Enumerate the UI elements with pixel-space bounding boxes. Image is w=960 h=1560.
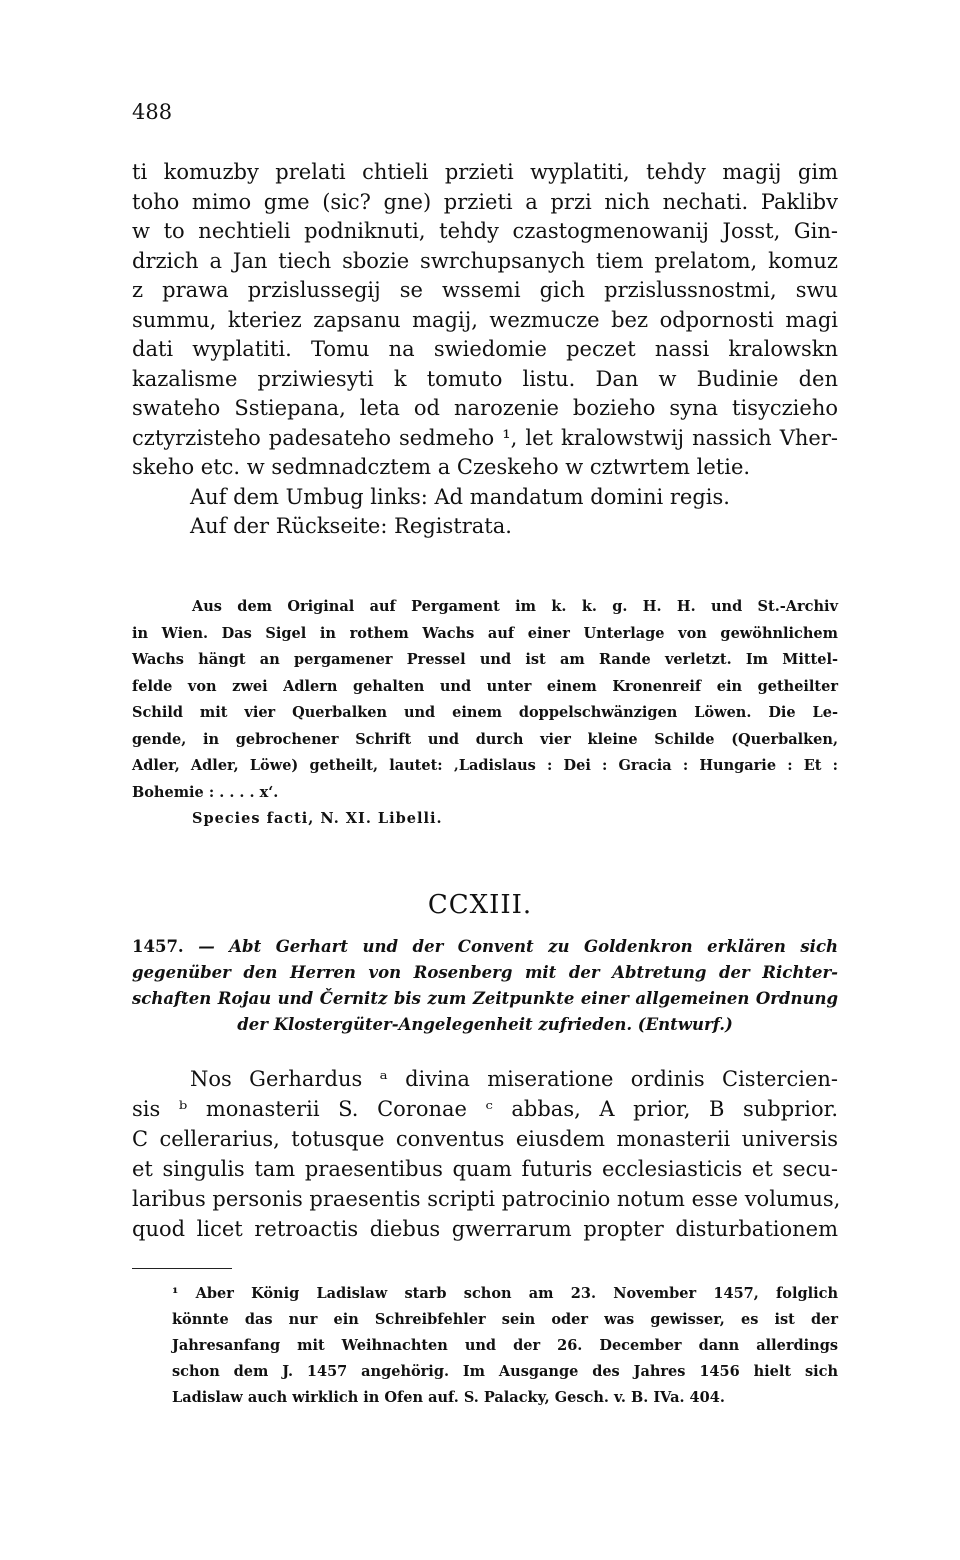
note-line: Bohemie : . . . . x‘.	[132, 783, 279, 801]
text-line: quod licet retroactis diebus gwerrarum propter disturbationem	[132, 1217, 838, 1241]
text-line: z prawa przislussegij se wssemi gich przislussnostmi, swu	[132, 278, 838, 302]
text-line: Nos Gerhardus ᵃ divina miseratione ordinis Cistercien-	[190, 1067, 838, 1091]
note-line: Aus dem Original auf Pergament im k. k. g. H. H. und St.-Archiv	[192, 598, 838, 615]
text-line: sis ᵇ monasterii S. Coronae ᶜ abbas, A prior, B subprior.	[132, 1097, 838, 1121]
text-line: ti komuzby prelati chtieli przieti wyplatiti, tehdy magij gim	[132, 160, 838, 184]
endorsement-line: Auf dem Umbug links: Ad mandatum domini regis.	[190, 484, 730, 509]
footnote-divider	[132, 1268, 232, 1269]
text-line: drzich a Jan tiech sbozie swrchupsanych tiem prelatom, komuz	[132, 248, 838, 273]
note-line: gende, in gebrochener Schrift und durch vier kleine Schilde (Querbalken,	[132, 730, 838, 748]
note-line: in Wien. Das Sigel in rothem Wachs auf einer Unterlage von gewöhnlichem	[132, 624, 838, 642]
footnote-line: ¹ Aber König Ladislaw starb schon am 23. November 1457, folglich	[172, 1285, 838, 1302]
note-line: Schild mit vier Querbalken und einem doppelschwänzigen Löwen. Die Le-	[132, 704, 838, 721]
regest	[132, 934, 838, 1038]
endorsement-line: Auf der Rückseite: Registrata.	[190, 514, 512, 538]
czech-charter-text	[132, 158, 838, 542]
text-line: toho mimo gme (sic? gne) przieti a przi nich nechati. Paklibv	[132, 189, 838, 214]
text-line: swateho Sstiepana, leta od narozenie bozieho syna tisyczieho	[132, 396, 838, 420]
text-line: summu, kteriez zapsanu magij, wezmucze bez odpornosti magi	[132, 307, 838, 332]
footnote-line: schon dem J. 1457 angehörig. Im Ausgange des Jahres 1456 hielt sich	[172, 1363, 838, 1380]
source-note	[132, 594, 838, 833]
text-line: w to nechtieli podniknuti, tehdy czastogmenowanij Josst, Gin-	[132, 219, 838, 243]
text-line: C cellerarius, totusque conventus eiusdem monasterii universis	[132, 1127, 838, 1151]
footnotes	[132, 1281, 838, 1411]
footnote-line: könnte das nur ein Schreibfehler sein oder was gewisser, es ist der	[172, 1311, 838, 1328]
species-facti-line: Species facti, N. XI. Libelli.	[192, 810, 443, 827]
footnote-line: Ladislaw auch wirklich in Ofen auf. S. Palacky, Gesch. v. B. IVa. 404.	[172, 1389, 725, 1406]
footnote-line: Jahresanfang mit Weihnachten und der 26. December dann allerdings	[172, 1337, 838, 1354]
page-number: 488	[132, 100, 173, 124]
text-line: dati wyplatiti. Tomu na swiedomie peczet nassi kralowskn	[132, 337, 838, 361]
note-line: Wachs hängt an pergamener Pressel und ist am Rande verletzt. Im Mittel-	[132, 651, 838, 668]
regest-line: schaften Rojau und Černitz bis zum Zeitpunkte einer allgemeinen Ordnung	[132, 989, 838, 1008]
regest-year: 1457.	[132, 937, 184, 956]
regest-line: der Klostergüter-Angelegenheit zufrieden. (Entwurf.)	[237, 1015, 733, 1034]
document-number-heading: CCXIII.	[427, 890, 533, 920]
note-line: felde von zwei Adlern gehalten und unter einem Kronenreif ein getheilter	[132, 677, 838, 695]
note-line: Adler, Adler, Löwe) getheilt, lautet: ‚Ladislaus : Dei : Gracia : Hungarie : Et :	[132, 757, 838, 774]
regest-line: gegenüber den Herren von Rosenberg mit der Abtretung der Richter-	[132, 963, 838, 982]
latin-charter-text	[132, 1064, 841, 1244]
regest-text: — Abt Gerhart und der Convent zu Goldenkron erklären sich	[198, 937, 838, 956]
text-line: kazalisme prziwiesyti k tomuto listu. Dan w Budinie den	[132, 366, 838, 391]
text-line: cztyrzisteho padesateho sedmeho ¹, let kralowstwij nassich Vher-	[132, 425, 838, 450]
regest-line	[132, 934, 838, 960]
text-line: laribus personis praesentis scripti patrocinio notum esse volumus,	[132, 1187, 841, 1211]
text-line: skeho etc. w sedmnadcztem a Czeskeho w cztwrtem letie.	[132, 455, 751, 479]
text-line: et singulis tam praesentibus quam futuris ecclesiasticis et secu-	[132, 1157, 838, 1181]
